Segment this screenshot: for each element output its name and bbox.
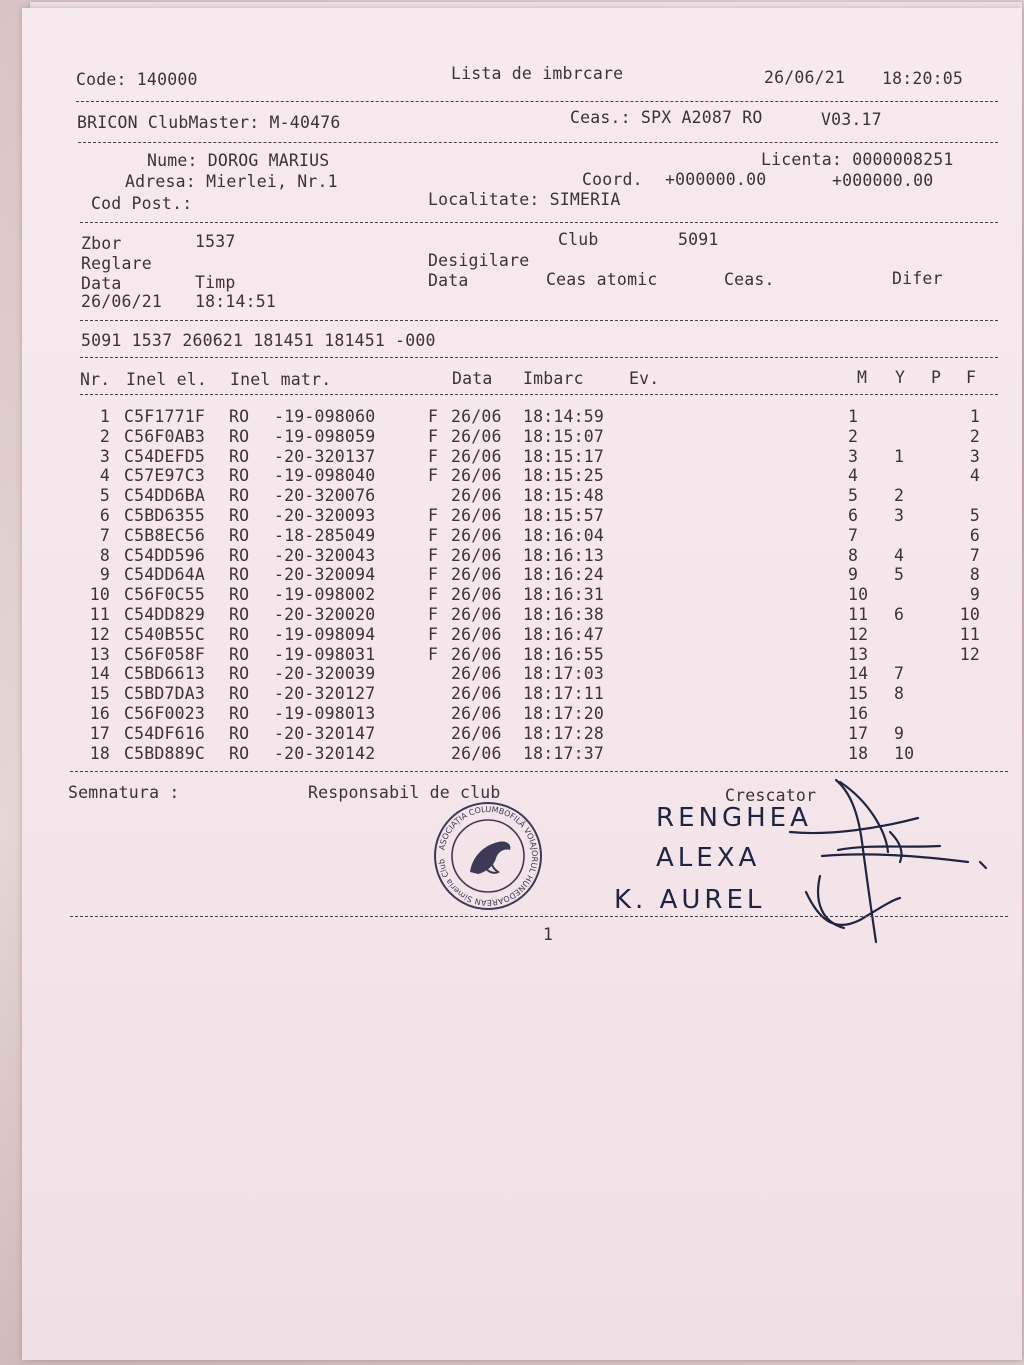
postal-code-label: Cod Post.: xyxy=(91,194,193,213)
cell-el: C56F0AB3 xyxy=(124,426,206,446)
date-label: Data xyxy=(81,274,122,293)
cell-date: 26/06 xyxy=(451,407,502,426)
cell-matr: -20-320094 xyxy=(274,565,376,585)
cell-nr: 6 xyxy=(99,506,110,525)
divider xyxy=(78,142,998,143)
cell-m: 9 xyxy=(848,565,859,585)
cell-f: 8 xyxy=(969,565,980,585)
club-number: 5091 xyxy=(678,230,719,249)
cell-date: 26/06 xyxy=(451,506,502,525)
cell-ro: RO xyxy=(229,664,250,684)
cell-time: 18:16:24 xyxy=(523,565,605,585)
cell-time: 18:17:37 xyxy=(523,743,605,763)
breeder-signature xyxy=(600,772,1020,952)
club-label: Club xyxy=(558,230,599,249)
page-number: 1 xyxy=(543,925,554,944)
cell-date: 26/06 xyxy=(451,723,502,743)
col-m: M xyxy=(857,368,868,387)
flight-label: Zbor xyxy=(81,234,122,253)
locality: Localitate: SIMERIA xyxy=(428,190,621,209)
coord-x: +000000.00 xyxy=(665,170,767,189)
cell-time: 18:17:20 xyxy=(523,704,605,723)
cell-el: C54DF616 xyxy=(124,723,206,743)
cell-ro: RO xyxy=(229,486,250,506)
cell-nr: 10 xyxy=(89,585,110,605)
cell-m: 18 xyxy=(848,743,869,763)
cell-ro: RO xyxy=(229,426,250,446)
cell-m: 12 xyxy=(848,624,869,644)
cell-ro: RO xyxy=(229,684,250,704)
col-y: Y xyxy=(895,368,906,387)
cell-y: 3 xyxy=(894,506,905,525)
cell-time: 18:16:31 xyxy=(523,585,605,605)
cell-f: 6 xyxy=(969,525,980,545)
cell-m: 8 xyxy=(848,545,859,565)
club-stamp xyxy=(432,800,544,912)
cell-matr: -19-098060 xyxy=(274,407,376,426)
cell-y: 4 xyxy=(894,545,905,565)
col-ev: Ev. xyxy=(629,369,660,388)
cell-date: 26/06 xyxy=(451,605,502,624)
cell-el: C56F0C55 xyxy=(124,585,206,605)
cell-m: 11 xyxy=(848,605,869,624)
cell-time: 18:17:03 xyxy=(523,664,605,684)
setting-time: 18:14:51 xyxy=(195,292,277,311)
cell-ro: RO xyxy=(229,446,250,466)
cell-m: 16 xyxy=(848,704,869,723)
cell-f: 4 xyxy=(969,466,980,486)
cell-flag: F xyxy=(428,565,439,585)
cell-flag: F xyxy=(428,446,439,466)
cell-el: C54DEFD5 xyxy=(124,446,206,466)
coord-y: +000000.00 xyxy=(832,171,934,190)
cell-el: C5F1771F xyxy=(124,407,206,426)
setting-label: Reglare xyxy=(81,254,152,273)
cell-nr: 5 xyxy=(99,486,110,506)
cell-time: 18:14:59 xyxy=(523,407,605,426)
cell-m: 2 xyxy=(848,426,859,446)
cell-y: 5 xyxy=(894,565,905,585)
cell-nr: 14 xyxy=(89,664,110,684)
cell-nr: 1 xyxy=(99,407,110,426)
cell-time: 18:15:17 xyxy=(523,446,605,466)
cell-time: 18:16:04 xyxy=(523,525,605,545)
flight-number: 1537 xyxy=(195,232,236,251)
cell-nr: 7 xyxy=(99,525,110,545)
code-text: Code: 140000 xyxy=(76,70,198,89)
cell-f: 2 xyxy=(969,426,980,446)
time-label: Timp xyxy=(195,273,236,292)
cell-f: 9 xyxy=(969,585,980,605)
cell-nr: 15 xyxy=(89,684,110,704)
owner-name: Nume: DOROG MARIUS xyxy=(147,151,330,170)
cell-time: 18:15:07 xyxy=(523,426,605,446)
cell-matr: -20-320020 xyxy=(274,605,376,624)
cell-date: 26/06 xyxy=(451,644,502,664)
signature-line-3: K. AUREL xyxy=(614,885,766,915)
cell-ro: RO xyxy=(229,743,250,763)
unsealing-date-label: Data xyxy=(428,271,469,290)
cell-y: 8 xyxy=(894,684,905,704)
cell-el: C56F0023 xyxy=(124,704,206,723)
cell-f: 11 xyxy=(959,624,980,644)
cell-ro: RO xyxy=(229,466,250,486)
firmware-version: V03.17 xyxy=(821,110,882,129)
unsealing-label: Desigilare xyxy=(428,251,530,270)
cell-matr: -20-320142 xyxy=(274,743,376,763)
cell-nr: 11 xyxy=(89,605,110,624)
cell-nr: 9 xyxy=(99,565,110,585)
cell-matr: -19-098031 xyxy=(274,644,376,664)
cell-matr: -19-098059 xyxy=(274,426,376,446)
cell-m: 1 xyxy=(848,407,859,426)
breeder-label: Crescator xyxy=(725,786,817,805)
cell-matr: -20-320076 xyxy=(274,486,376,506)
cell-date: 26/06 xyxy=(451,565,502,585)
col-nr: Nr. xyxy=(80,370,111,389)
cell-flag: F xyxy=(428,525,439,545)
cell-date: 26/06 xyxy=(451,704,502,723)
cell-m: 10 xyxy=(848,585,869,605)
owner-address: Adresa: Mierlei, Nr.1 xyxy=(125,172,338,191)
cell-el: C54DD829 xyxy=(124,605,206,624)
cell-m: 17 xyxy=(848,723,869,743)
cell-el: C5B8EC56 xyxy=(124,525,206,545)
cell-ro: RO xyxy=(229,644,250,664)
cell-matr: -18-285049 xyxy=(274,525,376,545)
cell-y: 6 xyxy=(894,605,905,624)
cell-date: 26/06 xyxy=(451,545,502,565)
cell-ro: RO xyxy=(229,506,250,525)
cell-m: 4 xyxy=(848,466,859,486)
cell-nr: 12 xyxy=(89,624,110,644)
cell-y: 7 xyxy=(894,664,905,684)
clock-id: Ceas.: SPX A2087 RO xyxy=(570,108,763,127)
signature-line-1: RENGHEA xyxy=(656,803,812,833)
cell-date: 26/06 xyxy=(451,426,502,446)
divider xyxy=(80,357,998,358)
cell-nr: 3 xyxy=(99,446,110,466)
cell-matr: -20-320137 xyxy=(274,446,376,466)
cell-m: 5 xyxy=(848,486,859,506)
cell-flag: F xyxy=(428,585,439,605)
divider xyxy=(80,394,998,395)
cell-time: 18:15:48 xyxy=(523,486,605,506)
cell-ro: RO xyxy=(229,525,250,545)
cell-nr: 13 xyxy=(89,644,110,664)
setting-date: 26/06/21 xyxy=(81,292,163,311)
cell-ro: RO xyxy=(229,407,250,426)
cell-m: 7 xyxy=(848,525,859,545)
cell-matr: -20-320093 xyxy=(274,506,376,525)
cell-el: C57E97C3 xyxy=(124,466,206,486)
cell-f: 5 xyxy=(969,506,980,525)
cell-flag: F xyxy=(428,644,439,664)
cell-y: 9 xyxy=(894,723,905,743)
cell-f: 3 xyxy=(969,446,980,466)
cell-date: 26/06 xyxy=(451,466,502,486)
cell-matr: -20-320043 xyxy=(274,545,376,565)
cell-time: 18:16:38 xyxy=(523,605,605,624)
cell-matr: -20-320147 xyxy=(274,723,376,743)
flight-code-line: 5091 1537 260621 181451 181451 -000 xyxy=(81,331,436,350)
col-p: P xyxy=(931,368,942,387)
cell-f: 10 xyxy=(959,605,980,624)
cell-el: C5BD7DA3 xyxy=(124,684,206,704)
cell-nr: 17 xyxy=(89,723,110,743)
cell-m: 6 xyxy=(848,506,859,525)
cell-time: 18:17:28 xyxy=(523,723,605,743)
cell-flag: F xyxy=(428,605,439,624)
divider xyxy=(80,320,998,321)
stamp-text: ASOCIAȚIA COLUMBOFILĂ VOIAJORUL HUNEDOAREAN Simeria Club xyxy=(437,804,540,908)
cell-date: 26/06 xyxy=(451,486,502,506)
cell-date: 26/06 xyxy=(451,525,502,545)
difference-label: Difer xyxy=(892,269,943,288)
cell-matr: -19-098013 xyxy=(274,704,376,723)
cell-flag: F xyxy=(428,466,439,486)
license-number: Licenta: 0000008251 xyxy=(761,150,954,169)
cell-f: 1 xyxy=(969,407,980,426)
cell-time: 18:16:55 xyxy=(523,644,605,664)
cell-matr: -20-320039 xyxy=(274,664,376,684)
cell-ro: RO xyxy=(229,605,250,624)
divider xyxy=(80,222,998,223)
col-f: F xyxy=(966,368,977,387)
cell-f: 12 xyxy=(959,644,980,664)
signature-label: Semnatura : xyxy=(68,783,180,802)
cell-date: 26/06 xyxy=(451,446,502,466)
cell-nr: 18 xyxy=(89,743,110,763)
cell-el: C54DD596 xyxy=(124,545,206,565)
print-time: 18:20:05 xyxy=(882,69,964,88)
signature-line-2: ALEXA xyxy=(656,843,761,873)
cell-el: C5BD6355 xyxy=(124,506,206,525)
cell-flag: F xyxy=(428,426,439,446)
col-inel-matr: Inel matr. xyxy=(230,370,332,389)
cell-matr: -20-320127 xyxy=(274,684,376,704)
cell-matr: -19-098040 xyxy=(274,466,376,486)
cell-time: 18:17:11 xyxy=(523,684,605,704)
cell-date: 26/06 xyxy=(451,684,502,704)
cell-flag: F xyxy=(428,545,439,565)
atomic-clock-label: Ceas atomic xyxy=(546,270,658,289)
print-date: 26/06/21 xyxy=(764,68,846,87)
cell-f: 7 xyxy=(969,545,980,565)
cell-m: 13 xyxy=(848,644,869,664)
clock-label: Ceas. xyxy=(724,270,775,289)
coord-label: Coord. xyxy=(582,170,643,189)
cell-ro: RO xyxy=(229,585,250,605)
cell-date: 26/06 xyxy=(451,624,502,644)
cell-ro: RO xyxy=(229,565,250,585)
divider xyxy=(76,101,998,102)
cell-date: 26/06 xyxy=(451,664,502,684)
cell-date: 26/06 xyxy=(451,743,502,763)
cell-m: 3 xyxy=(848,446,859,466)
cell-flag: F xyxy=(428,407,439,426)
cell-nr: 4 xyxy=(99,466,110,486)
cell-ro: RO xyxy=(229,704,250,723)
divider xyxy=(70,916,1008,917)
cell-flag: F xyxy=(428,506,439,525)
cell-el: C5BD6613 xyxy=(124,664,206,684)
cell-time: 18:16:13 xyxy=(523,545,605,565)
cell-el: C5BD889C xyxy=(124,743,206,763)
clubmaster-id: BRICON ClubMaster: M-40476 xyxy=(77,113,341,132)
cell-m: 14 xyxy=(848,664,869,684)
cell-ro: RO xyxy=(229,723,250,743)
cell-time: 18:15:25 xyxy=(523,466,605,486)
col-inel-el: Inel el. xyxy=(126,370,208,389)
cell-time: 18:16:47 xyxy=(523,624,605,644)
cell-flag: F xyxy=(428,624,439,644)
document-title: Lista de imbrcare xyxy=(451,64,624,83)
cell-matr: -19-098094 xyxy=(274,624,376,644)
cell-el: C540B55C xyxy=(124,624,206,644)
cell-matr: -19-098002 xyxy=(274,585,376,605)
cell-ro: RO xyxy=(229,624,250,644)
cell-el: C54DD64A xyxy=(124,565,206,585)
cell-m: 15 xyxy=(848,684,869,704)
cell-y: 2 xyxy=(894,486,905,506)
cell-nr: 16 xyxy=(89,704,110,723)
cell-y: 10 xyxy=(894,743,915,763)
cell-el: C56F058F xyxy=(124,644,206,664)
cell-y: 1 xyxy=(894,446,905,466)
cell-date: 26/06 xyxy=(451,585,502,605)
col-imbarc: Imbarc xyxy=(523,369,584,388)
col-data: Data xyxy=(452,369,493,388)
cell-el: C54DD6BA xyxy=(124,486,206,506)
cell-time: 18:15:57 xyxy=(523,506,605,525)
club-responsible-label: Responsabil de club xyxy=(308,783,501,802)
cell-nr: 8 xyxy=(99,545,110,565)
cell-ro: RO xyxy=(229,545,250,565)
cell-nr: 2 xyxy=(99,426,110,446)
